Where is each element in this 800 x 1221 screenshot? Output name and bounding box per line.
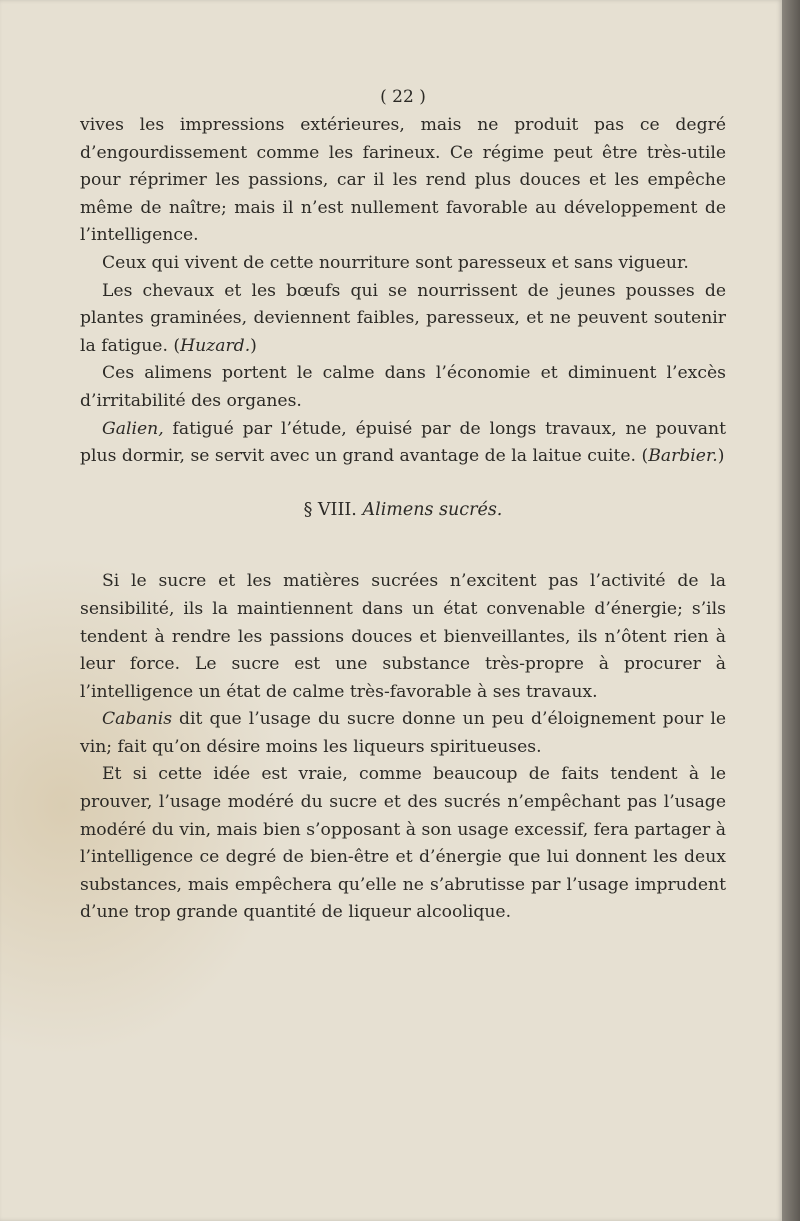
paragraph-3	[80, 278, 726, 361]
paragraph-4: Ces alimens portent le calme dans l’économie et diminuent l’excès d’irritabilité des organes.	[80, 363, 726, 411]
paragraph-5-text: fatigué par l’étude, épuisé par de longs travaux, ne pouvant plus dormir, se servit avec un grand avantage de la laitue cuite. (	[80, 418, 726, 467]
name-cabanis: Cabanis	[102, 709, 173, 730]
page-number: ( 22 )	[380, 87, 426, 107]
section-heading	[80, 497, 726, 525]
paragraph-3-end: )	[250, 335, 257, 356]
paragraph-6: Si le sucre et les matières sucrées n’excitent pas l’activité de la sensibilité, ils la maintiennent dans un état convenable d’énergie; s’ils tendent à rendre les passions douces et bienveillantes, ils n’ôtent rien à leur force. Le sucre est une substance très-propre à procurer à l’intelligence un état de calme très-favorable à ses travaux.	[80, 571, 726, 702]
paragraph-8: Et si cette idée est vraie, comme beaucoup de faits tendent à le prouver, l’usage modéré du sucre et des sucrés n’empêchant pas l’usage modéré du vin, mais bien s’opposant à son usage excessif, fera partager à l’intelligence ce degré de bien-être et d’énergie que lui donnent les deux substances, mais empêchera qu’elle ne s’abrutisse par l’usage imprudent d’une trop grande quantité de liqueur alcoolique.	[80, 764, 726, 923]
paragraph-7	[80, 706, 726, 761]
name-galien: Galien,	[102, 418, 164, 439]
paragraph-3-text: Les chevaux et les bœufs qui se nourrissent de jeunes pousses de plantes graminées, deviennent faibles, paresseux, et ne peuvent soutenir la fatigue. (	[80, 280, 726, 356]
citation-barbier: Barbier.	[648, 446, 718, 467]
paragraph-7-text: dit que l’usage du sucre donne un peu d’éloignement pour le vin; fait qu’on désire moins les liqueurs spiritueuses.	[80, 709, 726, 757]
citation-huzard: Huzard.	[180, 335, 251, 356]
paragraph-5	[80, 416, 726, 471]
page-text	[80, 84, 726, 927]
paragraph-1: vives les impressions extérieures, mais ne produit pas ce degré d’engourdissement comme les farineux. Ce régime peut être très-utile pour réprimer les passions, car il les rend plus douces et les empêche même de naître; mais il n’est nullement favorable au développement de l’intelligence.	[80, 115, 726, 246]
page-edge	[782, 0, 800, 1221]
section-number: § VIII.	[303, 499, 357, 520]
section-title: Alimens sucrés.	[362, 499, 503, 520]
paragraph-5-end: )	[717, 446, 725, 467]
paragraph-2: Ceux qui vivent de cette nourriture sont paresseux et sans vigueur.	[102, 252, 689, 273]
